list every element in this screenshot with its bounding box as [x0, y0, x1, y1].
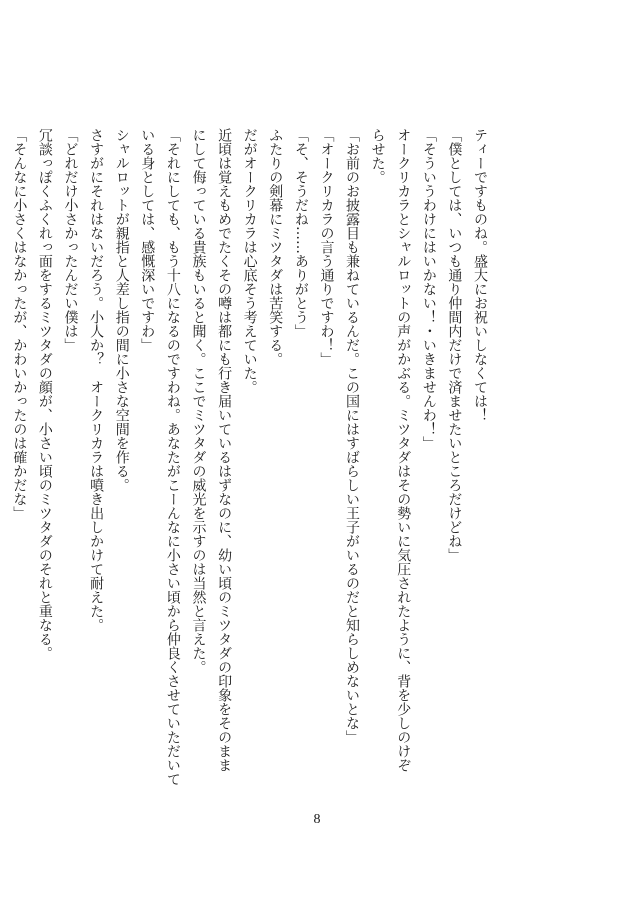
- text-line: ふたりの剣幕にミツタダは苦笑する。: [267, 128, 284, 366]
- text-line: 冗談っぽくふくれっ面をするミツタダの顔が、小さい頃のミツタダのそれと重なる。: [36, 128, 53, 660]
- text-line: 「そんなに小さくはなかったが、かわいかったのは確かだな」: [11, 128, 28, 520]
- text-line: 「どれだけ小さかったんだい僕は」: [62, 128, 79, 352]
- text-line: 「お前のお披露目も兼ねているんだ。この国にはすばらしい王子がいるのだと知らしめないとな」: [344, 128, 361, 744]
- text-line: いる身としては、感慨深いですわ」: [139, 128, 156, 352]
- text-line: にして侮っている貴族もいると聞く。ここでミツタダの威光を示すのは当然と言えた。: [190, 128, 207, 674]
- text-line: だがオークリカラは心底そう考えていた。: [241, 128, 258, 394]
- text-line: ティーですものね。盛大にお祝いしなくては！: [472, 128, 488, 422]
- text-line: 「それにしても、もう十八になるのですわね。あなたがこーんなに小さい頃から仲良くさせていただいて: [164, 128, 181, 786]
- text-line: さすがにそれはないだろう。小人か？ オークリカラは噴き出しかけて耐えた。: [88, 128, 105, 632]
- text-line: 「そういうわけにはいかない！・いきませんわ！」: [420, 128, 437, 450]
- text-line: オークリカラとシャルロットの声がかぶる。ミツタダはその勢いに気圧されたように、背を少しのけぞ: [395, 128, 412, 772]
- vertical-text-block: [6, 128, 492, 786]
- text-line: らせた。: [369, 128, 386, 184]
- text-line: 近頃は覚えもめでたくその噂は都にも行き届いているはずなのに、幼い頃のミツタダの印象をそのまま: [216, 128, 233, 772]
- text-line: 「オークリカラの言う通りですわ！」: [318, 128, 335, 366]
- text-line: 「僕としては、いつも通り仲間内だけで済ませたいところだけどね」: [446, 128, 463, 562]
- page-number: 8: [313, 812, 321, 827]
- text-line: 「そ、そうだね……ありがとう」: [292, 128, 309, 338]
- text-line: シャルロットが親指と人差し指の間に小さな空間を作る。: [113, 128, 130, 492]
